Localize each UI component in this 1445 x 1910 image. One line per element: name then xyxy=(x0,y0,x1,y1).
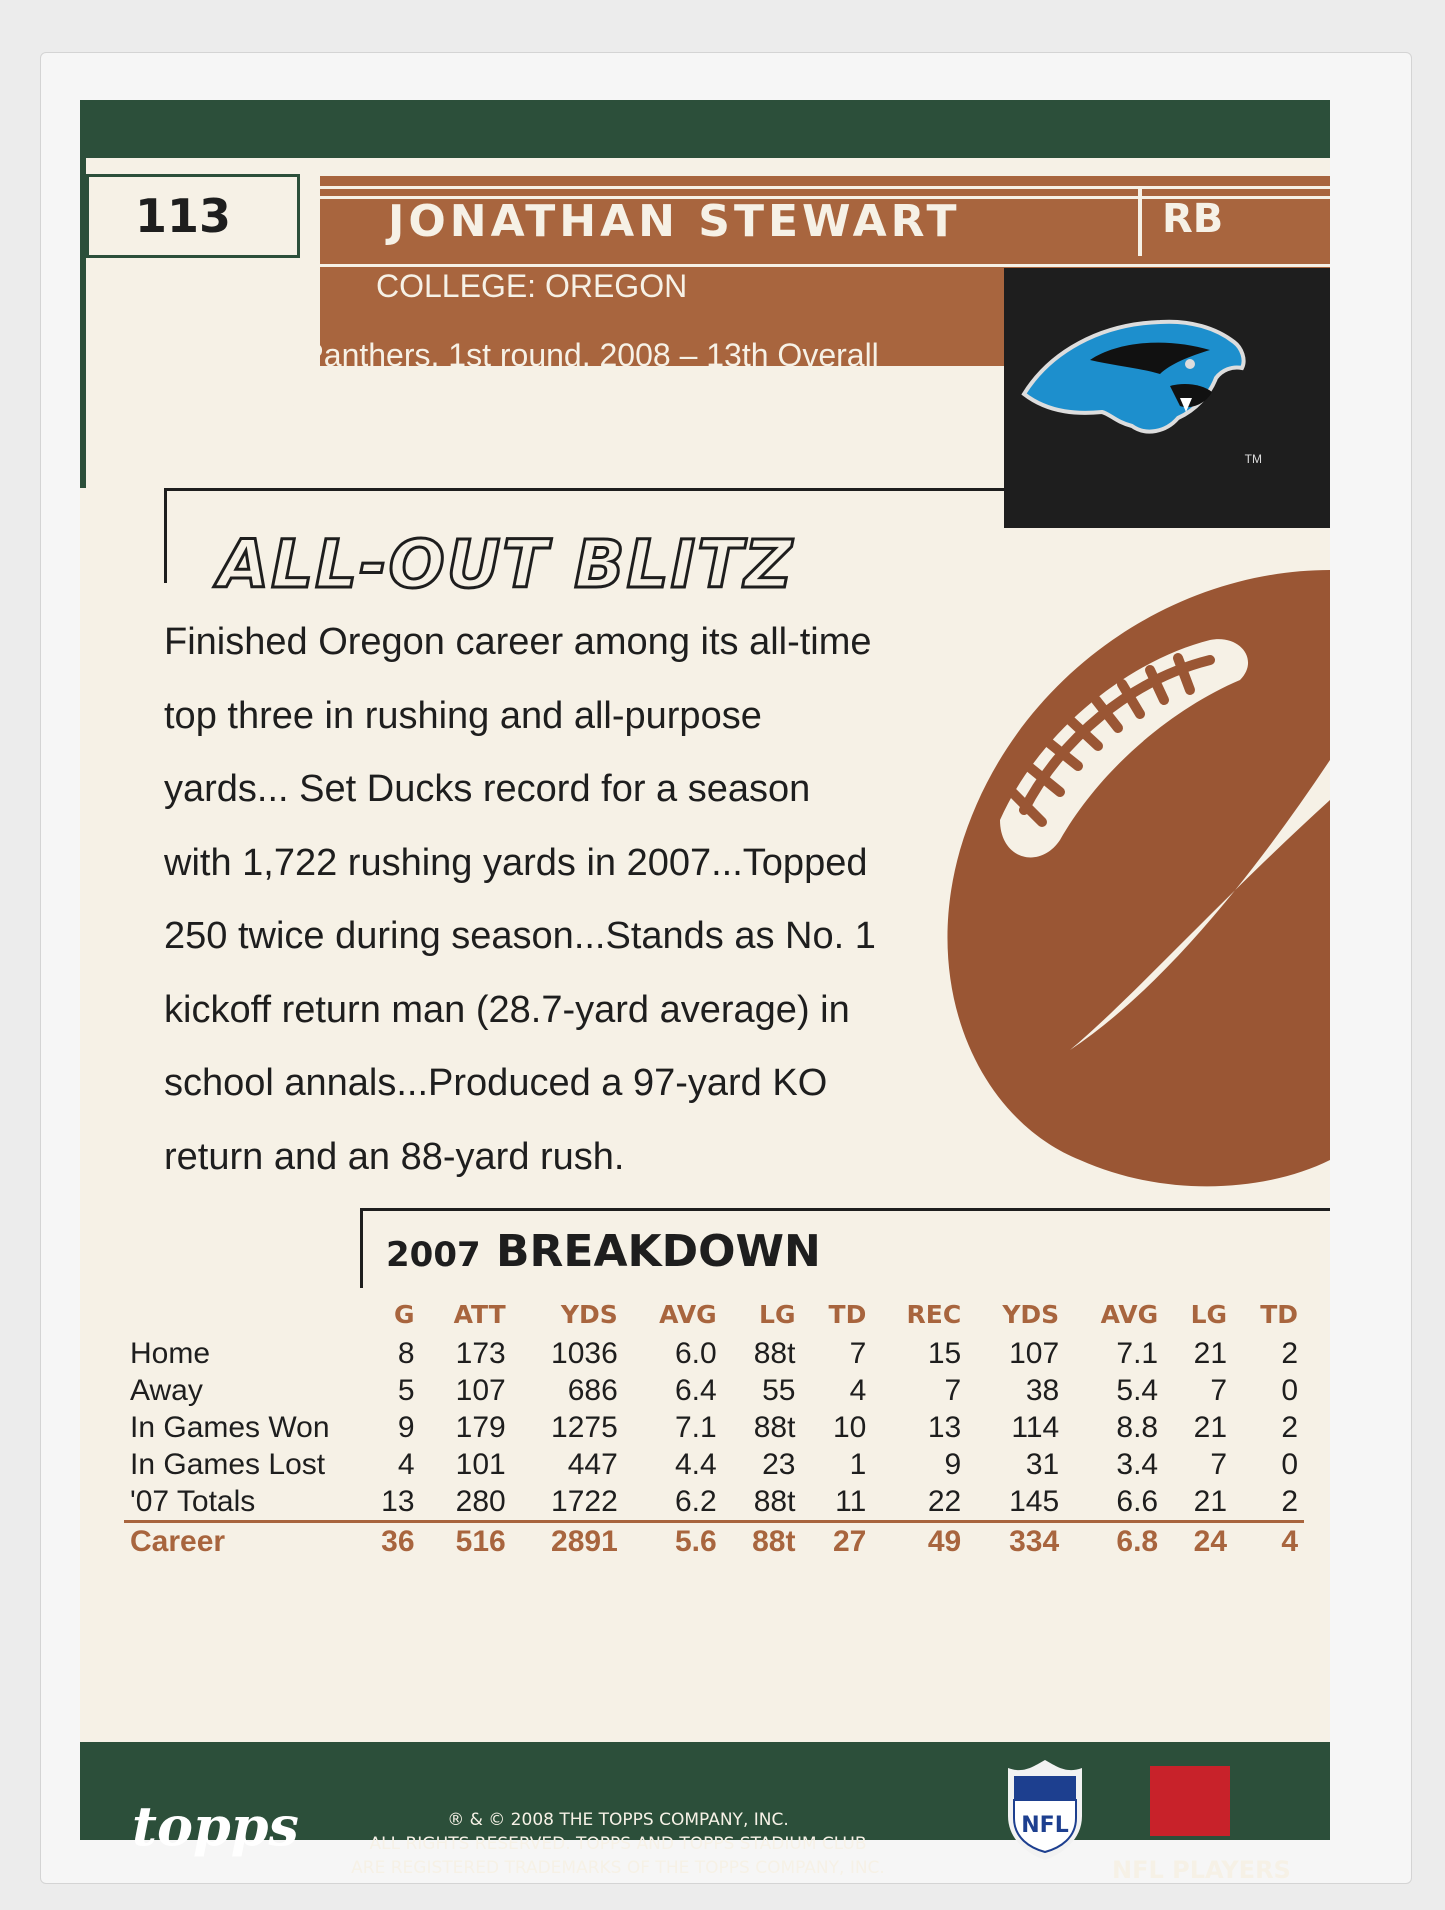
stat-cell: 6.0 xyxy=(674,1336,717,1370)
stat-cell: 88t xyxy=(753,1336,796,1370)
table-row xyxy=(124,1446,1304,1483)
legal-line: ALL RIGHTS RESERVED. TOPPS AND TOPPS STADIUM CLUB xyxy=(369,1834,867,1854)
stat-cell: 88t xyxy=(752,1524,796,1558)
stat-cell: 5.4 xyxy=(1116,1373,1159,1407)
legal-line: ARE REGISTERED TRADEMARKS OF THE TOPPS COMPANY, INC. xyxy=(351,1858,885,1878)
stat-cell: 38 xyxy=(1025,1373,1060,1407)
breakdown-label: BREAKDOWN xyxy=(495,1226,821,1277)
stat-cell: 88t xyxy=(753,1410,796,1444)
stat-cell: 173 xyxy=(455,1336,506,1370)
stat-cell: 7 xyxy=(944,1373,962,1407)
stat-cell: 1036 xyxy=(551,1336,618,1370)
stat-cell: 101 xyxy=(455,1447,506,1481)
stat-cell: 334 xyxy=(1009,1524,1060,1558)
stat-cell: 6.2 xyxy=(624,1483,723,1522)
row-label: In Games Won xyxy=(130,1410,330,1444)
stat-cell: 4.4 xyxy=(674,1447,717,1481)
column-header: YDS xyxy=(560,1300,618,1329)
breakdown-year: 2007 xyxy=(386,1235,481,1275)
legal-text xyxy=(338,1808,898,1880)
stat-cell: 6.8 xyxy=(1116,1524,1159,1558)
player-bio: Finished Oregon career among its all-time top three in rushing and all-purpose yards... Set Ducks record for a season with 1,722 rushing yards in 2007...Topped 250 twice during season...Stands as No. 1 kickoff return man (28.7-yard average) in school annals...Produced a 97-yard KO return and an 88-yard rush. xyxy=(164,621,876,1178)
stat-cell: 23 xyxy=(762,1447,796,1481)
stat-cell: 7 xyxy=(1210,1373,1228,1407)
stat-cell: 15 xyxy=(927,1336,962,1370)
career-row xyxy=(124,1522,1304,1561)
nfl-shield-text: NFL xyxy=(1021,1813,1069,1838)
stat-cell: 5 xyxy=(397,1373,415,1407)
stat-cell: 447 xyxy=(567,1447,618,1481)
stat-cell: 2891 xyxy=(551,1524,618,1558)
nfl-players-label: NFL PLAYERS xyxy=(1112,1856,1291,1884)
stat-cell: 6.6 xyxy=(1065,1483,1164,1522)
column-header xyxy=(124,1296,356,1335)
drafted-value: Panthers, 1st round, 2008 – 13th Overall xyxy=(302,337,879,373)
column-header: YDS xyxy=(1002,1300,1060,1329)
stat-cell: 1722 xyxy=(512,1483,624,1522)
stat-cell: 11 xyxy=(801,1483,872,1522)
stat-cell: 49 xyxy=(927,1524,962,1558)
stat-cell: 7.1 xyxy=(674,1410,717,1444)
stat-cell: 2 xyxy=(1233,1483,1304,1522)
column-header: TD xyxy=(1260,1300,1298,1329)
stat-cell: 1 xyxy=(849,1447,867,1481)
stat-cell: 21 xyxy=(1164,1483,1233,1522)
player-college: COLLEGE: OREGON xyxy=(376,268,688,304)
stat-cell: 8 xyxy=(397,1336,415,1370)
stat-cell: 114 xyxy=(1011,1410,1060,1444)
stat-cell: 88t xyxy=(723,1483,802,1522)
stat-cell: 145 xyxy=(967,1483,1065,1522)
stat-cell: 27 xyxy=(832,1524,867,1558)
table-row xyxy=(124,1483,1304,1522)
topps-logo: topps xyxy=(132,1794,299,1858)
team-logo-box xyxy=(1004,268,1330,528)
nfl-shield-icon xyxy=(1004,1760,1086,1860)
player-position: RB xyxy=(1162,196,1224,242)
acquired-value: Via Draft xyxy=(320,383,445,419)
row-label: Home xyxy=(130,1336,211,1370)
card-number: 113 xyxy=(86,174,300,258)
column-header: LG xyxy=(759,1300,796,1329)
column-header: LG xyxy=(1190,1300,1228,1329)
column-header: ATT xyxy=(453,1300,506,1329)
position-divider xyxy=(1138,186,1142,256)
stat-cell: 4 xyxy=(849,1373,867,1407)
stat-cell: 7 xyxy=(849,1336,867,1370)
stat-cell: 21 xyxy=(1193,1410,1228,1444)
table-row xyxy=(124,1409,1304,1446)
stat-cell: 107 xyxy=(455,1373,506,1407)
stat-cell: 4 xyxy=(1281,1524,1298,1558)
stat-cell: 5.6 xyxy=(674,1524,717,1558)
acquired-label: ACQUIRED: xyxy=(130,383,312,419)
stats-header-row xyxy=(124,1296,1304,1335)
stat-cell: 9 xyxy=(944,1447,962,1481)
stat-cell: 24 xyxy=(1193,1524,1228,1558)
stat-cell: 516 xyxy=(455,1524,506,1558)
stat-cell: 0 xyxy=(1281,1447,1298,1481)
column-header: G xyxy=(394,1300,415,1329)
row-label: In Games Lost xyxy=(130,1447,326,1481)
stat-cell: 7 xyxy=(1210,1447,1228,1481)
stat-cell: 0 xyxy=(1281,1373,1298,1407)
legal-line: ® & © 2008 THE TOPPS COMPANY, INC. xyxy=(447,1810,789,1830)
stat-cell: 9 xyxy=(397,1410,415,1444)
draft-info xyxy=(130,332,879,424)
stat-cell: 31 xyxy=(1025,1447,1060,1481)
stat-cell: 7.1 xyxy=(1116,1336,1159,1370)
stat-cell: 4 xyxy=(397,1447,415,1481)
column-header: AVG xyxy=(659,1300,717,1329)
stat-cell: 13 xyxy=(356,1483,421,1522)
breakdown-title xyxy=(386,1226,821,1277)
stat-cell: 3.4 xyxy=(1116,1447,1159,1481)
stat-cell: 107 xyxy=(1009,1336,1060,1370)
stat-cell: 1275 xyxy=(551,1410,618,1444)
table-row xyxy=(124,1372,1304,1409)
row-label: Career xyxy=(130,1524,226,1558)
row-label: Away xyxy=(130,1373,203,1407)
player-name: JONATHAN STEWART xyxy=(388,196,961,247)
table-row xyxy=(124,1335,1304,1372)
stat-cell: 10 xyxy=(832,1410,867,1444)
feature-headline: ALL-OUT BLITZ xyxy=(218,526,795,603)
stat-cell: 36 xyxy=(381,1524,415,1558)
drafted-label: DRAFTED: xyxy=(130,337,294,373)
trading-card-back xyxy=(80,100,1330,1884)
stat-cell: 22 xyxy=(872,1483,967,1522)
row-label: '07 Totals xyxy=(124,1483,356,1522)
panther-head-icon xyxy=(1020,302,1250,452)
stat-cell: 21 xyxy=(1193,1336,1228,1370)
football-icon xyxy=(920,560,1330,1200)
stat-cell: 2 xyxy=(1281,1410,1298,1444)
column-header: REC xyxy=(906,1300,962,1329)
stats-table xyxy=(124,1296,1304,1560)
nfl-players-icon xyxy=(1150,1766,1230,1836)
stat-cell: 2 xyxy=(1281,1336,1298,1370)
stat-cell: 13 xyxy=(927,1410,962,1444)
column-header: AVG xyxy=(1100,1300,1159,1329)
trademark-mark: TM xyxy=(1244,452,1262,466)
stat-cell: 55 xyxy=(762,1373,796,1407)
stat-cell: 280 xyxy=(421,1483,512,1522)
stat-cell: 8.8 xyxy=(1116,1410,1159,1444)
stat-cell: 6.4 xyxy=(674,1373,717,1407)
stat-cell: 179 xyxy=(455,1410,506,1444)
column-header: TD xyxy=(828,1300,867,1329)
stat-cell: 686 xyxy=(567,1373,618,1407)
